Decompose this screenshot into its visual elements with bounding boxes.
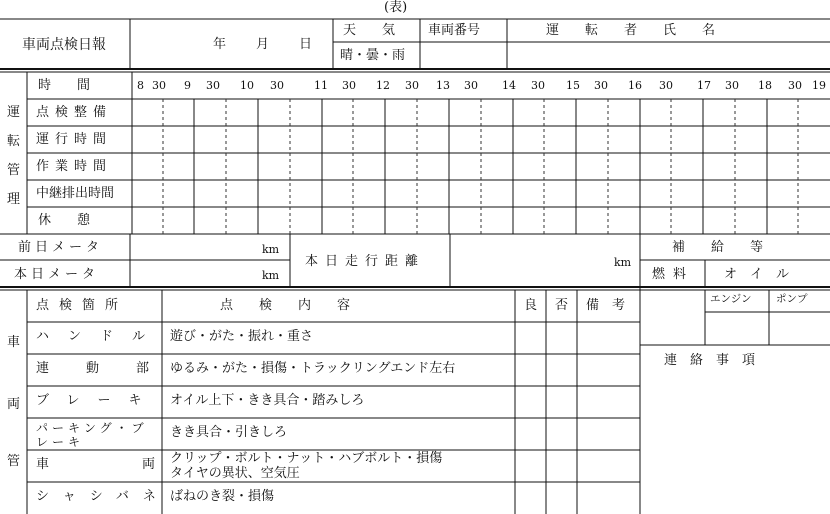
inspection-content: ゆるみ・がた・損傷・トラックリングエンド左右 bbox=[170, 361, 456, 376]
date-field[interactable] bbox=[131, 20, 332, 68]
weather-options[interactable]: 晴・曇・雨 bbox=[340, 48, 406, 63]
header-inspection-item: 点検箇所 bbox=[36, 298, 129, 313]
page-mark: (表) bbox=[384, 0, 408, 15]
remarks-cell[interactable] bbox=[578, 355, 639, 385]
inspection-content: クリップ・ボルト・ナット・ハブボルト・損傷 bbox=[170, 451, 443, 466]
distance-label: 本日走行距離 bbox=[305, 254, 426, 269]
row-label-work-time: 作業時間 bbox=[36, 159, 113, 174]
fuel-label: 燃料 bbox=[652, 267, 695, 282]
good-check-cell[interactable] bbox=[516, 451, 545, 481]
time-scale-label: 15 bbox=[566, 79, 580, 92]
pump-label: ポンプ bbox=[776, 293, 808, 305]
time-scale-label: 30 bbox=[659, 79, 673, 92]
inspection-content: ばねのき裂・損傷 bbox=[170, 489, 275, 504]
time-scale-label: 30 bbox=[531, 79, 545, 92]
time-scale-label: 30 bbox=[725, 79, 739, 92]
operation-section-char: 転 bbox=[7, 134, 21, 149]
time-scale-label: 30 bbox=[405, 79, 419, 92]
time-scale-label: 16 bbox=[628, 79, 642, 92]
notes-label: 連 絡 事 項 bbox=[664, 353, 756, 368]
engine-label: エンジン bbox=[710, 293, 752, 305]
time-scale-label: 9 bbox=[184, 79, 191, 92]
item-label: 連動部 bbox=[36, 361, 187, 376]
supply-label: 補 給 等 bbox=[672, 240, 764, 255]
bad-check-cell[interactable] bbox=[547, 451, 576, 481]
header-bad: 否 bbox=[555, 298, 569, 313]
time-scale-label: 12 bbox=[376, 79, 390, 92]
today-meter-unit: km bbox=[262, 269, 280, 282]
previous-meter-field[interactable] bbox=[131, 235, 289, 259]
inspection-content: オイル上下・きき具合・踏みしろ bbox=[170, 393, 365, 408]
remarks-cell[interactable] bbox=[578, 419, 639, 449]
oil-label: オ イ ル bbox=[724, 267, 790, 282]
time-scale-label: 8 bbox=[137, 79, 144, 92]
driver-name-label: 運 転 者 氏 名 bbox=[546, 23, 716, 38]
time-scale-label: 30 bbox=[594, 79, 608, 92]
time-scale-label: 13 bbox=[436, 79, 450, 92]
inspection-content-line2: タイヤの異状、空気圧 bbox=[170, 466, 300, 481]
date-month-label: 月 bbox=[256, 37, 270, 52]
time-scale-label: 18 bbox=[758, 79, 772, 92]
time-scale-label: 30 bbox=[788, 79, 802, 92]
row-label-inspection-maintenance: 点検整備 bbox=[36, 105, 113, 120]
operation-section-char: 管 bbox=[7, 163, 21, 178]
bad-check-cell[interactable] bbox=[547, 483, 576, 513]
remarks-cell[interactable] bbox=[578, 483, 639, 513]
bad-check-cell[interactable] bbox=[547, 323, 576, 353]
vehicle-section-char: 管 bbox=[7, 454, 21, 469]
item-label: シャシバネ bbox=[36, 489, 170, 504]
good-check-cell[interactable] bbox=[516, 355, 545, 385]
item-label: 車両 bbox=[36, 457, 249, 472]
header-remarks: 備 考 bbox=[586, 298, 626, 313]
bad-check-cell[interactable] bbox=[547, 387, 576, 417]
item-label: ハンドル bbox=[36, 329, 165, 344]
time-scale-label: 30 bbox=[152, 79, 166, 92]
today-meter-label: 本日メータ bbox=[14, 267, 100, 282]
date-year-label: 年 bbox=[213, 37, 227, 52]
vehicle-section-char: 両 bbox=[7, 397, 21, 412]
header-good: 良 bbox=[524, 298, 538, 313]
distance-unit: km bbox=[614, 256, 632, 269]
good-check-cell[interactable] bbox=[516, 387, 545, 417]
time-scale-label: 10 bbox=[240, 79, 254, 92]
time-label: 時 間 bbox=[38, 78, 91, 93]
remarks-cell[interactable] bbox=[578, 387, 639, 417]
good-check-cell[interactable] bbox=[516, 323, 545, 353]
item-label: パーキング・ブレーキ bbox=[36, 421, 148, 449]
operation-section-char: 運 bbox=[7, 105, 21, 120]
row-label-break: 休 憩 bbox=[38, 213, 91, 228]
inspection-content: きき具合・引きしろ bbox=[170, 425, 288, 440]
remarks-cell[interactable] bbox=[578, 451, 639, 481]
good-check-cell[interactable] bbox=[516, 483, 545, 513]
time-scale-label: 19 bbox=[812, 79, 826, 92]
bad-check-cell[interactable] bbox=[547, 419, 576, 449]
item-label: ブレーキ bbox=[36, 393, 160, 408]
weather-label: 天 気 bbox=[343, 23, 396, 38]
time-scale-label: 17 bbox=[697, 79, 711, 92]
bad-check-cell[interactable] bbox=[547, 355, 576, 385]
time-scale-label: 30 bbox=[342, 79, 356, 92]
operation-section-char: 理 bbox=[7, 192, 21, 207]
good-check-cell[interactable] bbox=[516, 419, 545, 449]
distance-field[interactable] bbox=[451, 235, 639, 286]
time-scale-label: 14 bbox=[502, 79, 516, 92]
remarks-cell[interactable] bbox=[578, 323, 639, 353]
time-scale-label: 30 bbox=[206, 79, 220, 92]
time-scale-label: 30 bbox=[270, 79, 284, 92]
time-scale-label: 11 bbox=[314, 79, 328, 92]
form-title: 車両点検日報 bbox=[22, 37, 106, 53]
vehicle-number-label: 車両番号 bbox=[428, 23, 481, 38]
row-label-operating-time: 運行時間 bbox=[36, 132, 113, 147]
driver-name-field[interactable] bbox=[508, 43, 829, 68]
date-day-label: 日 bbox=[299, 37, 313, 52]
previous-meter-label: 前日メータ bbox=[18, 240, 104, 255]
previous-meter-unit: km bbox=[262, 243, 280, 256]
vehicle-number-field[interactable] bbox=[421, 43, 506, 68]
today-meter-field[interactable] bbox=[131, 261, 289, 286]
header-inspection-content: 点 検 内 容 bbox=[220, 298, 351, 313]
time-scale-label: 30 bbox=[464, 79, 478, 92]
vehicle-section-char: 車 bbox=[7, 335, 21, 350]
row-label-relay-discharge-time: 中継排出時間 bbox=[36, 186, 115, 201]
notes-field[interactable] bbox=[641, 372, 829, 512]
inspection-content: 遊び・がた・振れ・重さ bbox=[170, 329, 314, 344]
